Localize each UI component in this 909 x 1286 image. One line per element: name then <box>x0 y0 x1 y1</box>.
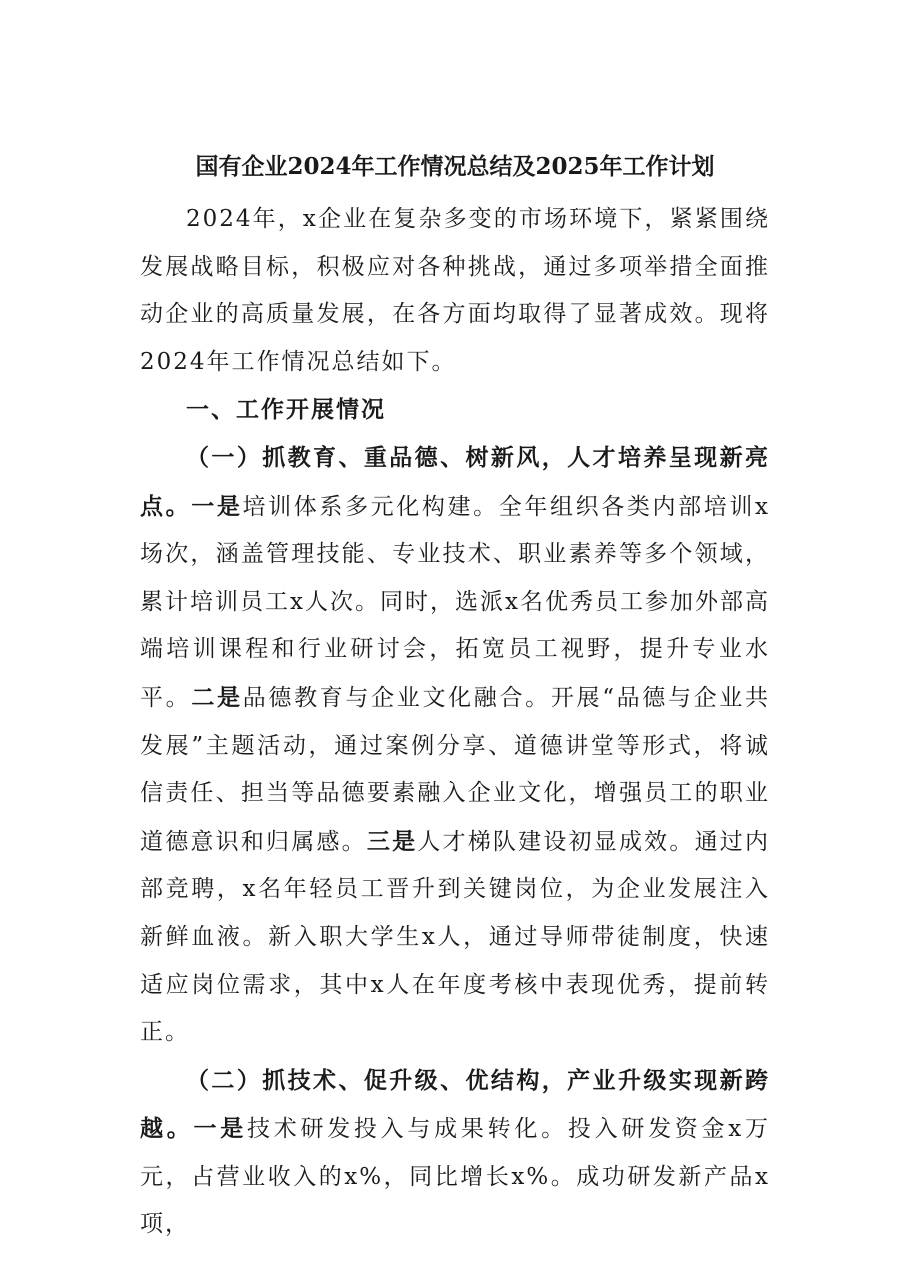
point-text: 技术研发投入与成果转化。投入研发资金x万元，占营业收入的x%，同比增长x%。成功研发新产品x项， <box>140 1116 770 1238</box>
subsection-2-heading: （二）抓技术、促升级、优结构，产业升级实现新跨越。 <box>140 1066 770 1143</box>
point-label: 一是 <box>191 492 243 520</box>
document-title: 国有企业2024年工作情况总结及2025年工作计划 <box>195 153 715 180</box>
point-text: 人才梯队建设初显成效。通过内部竞聘，x名年轻员工晋升到关键岗位，为企业发展注入新鲜血液。新入职大学生x人，通过导师带徒制度，快速适应岗位需求，其中x人在年度考核中表现优秀，提前转正。 <box>140 828 771 1046</box>
intro-paragraph: 2024年，x企业在复杂多变的市场环境下，紧紧围绕发展战略目标，积极应对各种挑战，通过多项举措全面推动企业的高质量发展，在各方面均取得了显著成效。现将2024年工作情况总结如下。 <box>140 206 770 375</box>
point-text: 品德教育与企业文化融合。开展“品德与企业共发展”主题活动，通过案例分享、道德讲堂等形式，将诚信责任、担当等品德要素融入企业文化，增强员工的职业道德意识和归属感。 <box>140 684 771 855</box>
point-label: 二是 <box>191 683 243 711</box>
subsection-2-paragraph <box>140 1057 770 1249</box>
section-heading: 一、工作开展情况 <box>186 396 386 424</box>
subsection-1-paragraph <box>140 434 770 1057</box>
point-label: 三是 <box>366 827 418 855</box>
subsection-1-heading: （一）抓教育、重品德、树新风，人才培养呈现新亮点。 <box>140 443 770 520</box>
point-text: 培训体系多元化构建。全年组织各类内部培训x场次，涵盖管理技能、专业技术、职业素养等多个领域，累计培训员工x人次。同时，选派x名优秀员工参加外部高端培训课程和行业研讨会，拓宽员工视野，提升专业水平。 <box>140 493 771 711</box>
document-body <box>140 144 770 1249</box>
point-label: 一是 <box>193 1115 247 1143</box>
